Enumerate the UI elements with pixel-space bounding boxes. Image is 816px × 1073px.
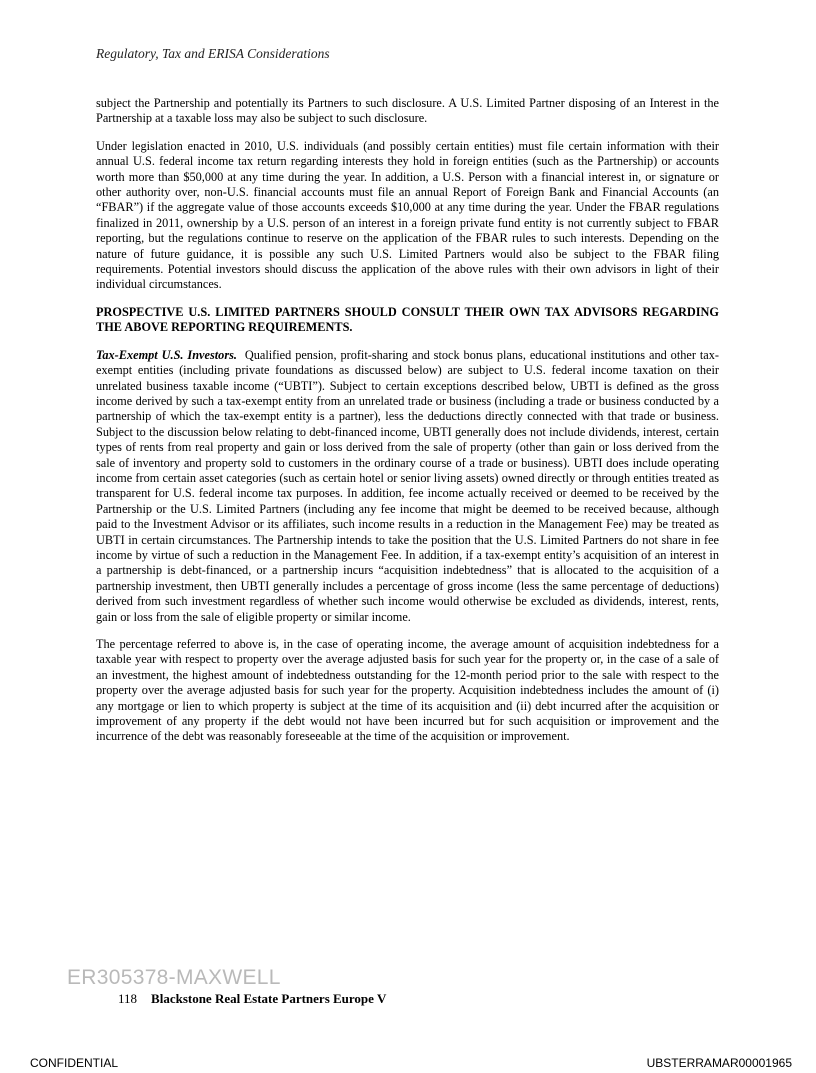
paragraph-lead-heading: Tax-Exempt U.S. Investors. [96,347,237,362]
paragraph-percentage: The percentage referred to above is, in the case of operating income, the average amount of acquisition indebtedness for a taxable year with respect to property over the average adjusted basis for such year for the property or, in the case of a sale of an investment, the highest amount of indebtedness outstanding for the 12-month period prior to the sale with respect to the property over the average adjusted basis for such year for the property. Acquisition indebtedness includes the amount of (i) any mortgage or lien to which property is subject at the time of its acquisition and (ii) debt incurred after the acquisition or improvement of any property if the debt would not have been incurred but for such acquisition or improvement and the incurrence of the debt was reasonably foreseeable at the time of the acquisition or improvement. [96,637,719,744]
bates-number: UBSTERRAMAR00001965 [646,1056,792,1070]
footer-title: Blackstone Real Estate Partners Europe V [151,991,387,1006]
page-footer [118,991,386,1007]
paragraph-tax-exempt-body: Qualified pension, profit-sharing and stock bonus plans, educational institutions and other tax-exempt entities (including private foundations as discussed below) are subject to U.S. federal income taxation on their unrelated business taxable income (“UBTI”). Subject to certain exceptions described below, UBTI is defined as the gross income derived by such a tax-exempt entity from an unrelated trade or business (including a trade or business conducted by a partnership of which the tax-exempt entity is a partner), less the deductions directly connected with that trade or business. Subject to the discussion below relating to debt-financed income, UBTI generally does not include dividends, interest, certain types of rents from real property and gain or loss derived from the sale of property (other than gain or loss derived from the sale of inventory and property sold to customers in the ordinary course of a trade or business). UBTI does include operating income from certain asset categories (such as certain hotel or senior living assets) owned directly or through entities treated as transparent for U.S. federal income tax purposes. In addition, fee income actually received or deemed to be received by the Partnership or the U.S. Limited Partners (including any fee income that might be deemed to be received because, although paid to the Investment Advisor or its affiliates, such income results in a reduction in the Management Fee) may be treated as UBTI in certain circumstances. The Partnership intends to take the position that the U.S. Limited Partners do not share in fee income by virtue of such a reduction in the Management Fee. In addition, if a tax-exempt entity’s acquisition of an interest in a partnership is debt-financed, or a partnership incurs “acquisition indebtedness” that is allocated to the acquisition of a partnership investment, then UBTI generally includes a percentage of gross income (less the same percentage of deductions) derived from such investment regardless of whether such income would otherwise be excluded as dividends, interest, rents, gain or loss from the sale of eligible property or similar income. [96,347,719,624]
paragraph-tax-exempt [96,348,719,625]
document-body [96,96,719,757]
watermark-stamp: ER305378-MAXWELL [67,966,281,989]
paragraph-fbar: Under legislation enacted in 2010, U.S. individuals (and possibly certain entities) must file certain information with their annual U.S. federal income tax return regarding interests they hold in foreign entities (such as the Partnership) or accounts worth more than $50,000 at any time during the year. In addition, a U.S. Person with a financial interest in, or signature or other authority over, non-U.S. financial accounts must file an annual Report of Foreign Bank and Financial Accounts (an “FBAR”) if the aggregate value of those accounts exceeds $10,000 at any time during the year. Under the FBAR regulations finalized in 2011, ownership by a U.S. person of an interest in a foreign private fund entity is not currently subject to FBAR reporting, but the regulations continue to reserve on the application of the FBAR rules to such interests. Depending on the nature of future guidance, it is possible any such U.S. Limited Partners would also be subject to the FBAR filing requirements. Potential investors should discuss the application of the above rules with their own advisors in light of their individual circumstances. [96,138,719,292]
running-header: Regulatory, Tax and ERISA Considerations [96,46,330,61]
paragraph-disclosure-continued: subject the Partnership and potentially its Partners to such disclosure. A U.S. Limited Partner disposing of an Interest in the Partnership at a taxable loss may also be subject to such disclosure. [96,96,719,126]
confidential-label: CONFIDENTIAL [30,1056,119,1070]
page-number: 118 [118,991,138,1006]
paragraph-warning-caps: PROSPECTIVE U.S. LIMITED PARTNERS SHOULD CONSULT THEIR OWN TAX ADVISORS REGARDING THE ABOVE REPORTING REQUIREMENTS. [96,304,719,335]
